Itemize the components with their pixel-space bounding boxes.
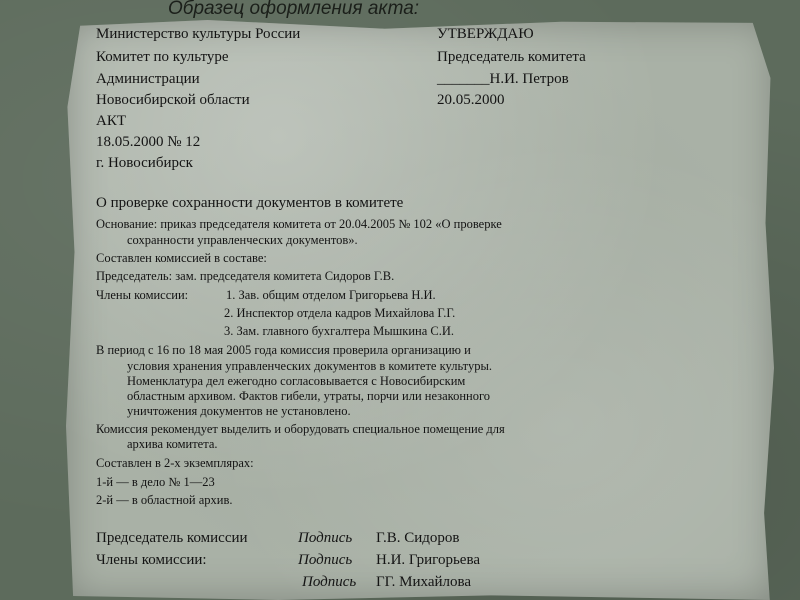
composition-line: Составлен комиссией в составе: <box>96 251 267 265</box>
approve-signature: _______Н.И. Петров <box>437 71 569 87</box>
signature-mark: Подпись <box>302 574 357 590</box>
period-line-5: уничтожения документов не установлено. <box>127 404 351 418</box>
member-3: 3. Зам. главного бухгалтера Мышкина С.И. <box>224 324 454 338</box>
approve-date: 20.05.2000 <box>437 92 505 108</box>
signature-role: Председатель комиссии <box>96 530 248 546</box>
chairman-line: Председатель: зам. председателя комитета Сидоров Г.В. <box>96 269 395 283</box>
basis-line-1: Основание: приказ председателя комитета от 20.04.2005 № 102 «О проверке <box>96 217 502 231</box>
period-line-3: Номенклатура дел ежегодно согласовывается с Новосибирским <box>127 374 466 388</box>
signature-mark: Подпись <box>298 530 353 546</box>
copy-2: 2-й — в областной архив. <box>96 493 233 507</box>
member-1: 1. Зав. общим отделом Григорьева Н.И. <box>226 288 436 302</box>
signature-mark: Подпись <box>298 552 353 568</box>
period-line-2: условия хранения управленческих документов в комитете культуры. <box>127 359 492 373</box>
org-region: Новосибирской области <box>96 92 250 108</box>
recommend-line-2: архива комитета. <box>127 437 218 451</box>
signature-role: Члены комиссии: <box>96 552 207 568</box>
slide-title: Образец оформления акта: <box>168 0 420 19</box>
signature-name: Н.И. Григорьева <box>376 552 480 568</box>
doc-type: АКТ <box>96 113 126 129</box>
copy-1: 1-й — в дело № 1—23 <box>96 475 215 489</box>
doc-date-number: 18.05.2000 № 12 <box>96 134 201 150</box>
copies-label: Составлен в 2-х экземплярах: <box>96 456 254 470</box>
approve-label: УТВЕРЖДАЮ <box>437 26 534 42</box>
signature-name: Г.В. Сидоров <box>376 530 460 546</box>
member-2: 2. Инспектор отдела кадров Михайлова Г.Г. <box>224 306 456 320</box>
recommend-line-1: Комиссия рекомендует выделить и оборудовать специальное помещение для <box>96 422 505 436</box>
basis-line-2: сохранности управленческих документов». <box>127 233 358 247</box>
approve-position: Председатель комитета <box>437 49 586 65</box>
org-administration: Администрации <box>96 71 200 87</box>
signature-name: ГГ. Михайлова <box>376 574 472 590</box>
period-line-1: В период с 16 по 18 мая 2005 года комиссия проверила организацию и <box>96 343 471 357</box>
org-committee: Комитет по культуре <box>96 49 229 65</box>
members-label: Члены комиссии: <box>96 288 189 302</box>
doc-subject: О проверке сохранности документов в комитете <box>96 195 404 211</box>
org-ministry: Министерство культуры России <box>96 26 301 42</box>
doc-place: г. Новосибирск <box>96 155 193 171</box>
period-line-4: областным архивом. Фактов гибели, утраты, порчи или незаконного <box>127 389 491 403</box>
